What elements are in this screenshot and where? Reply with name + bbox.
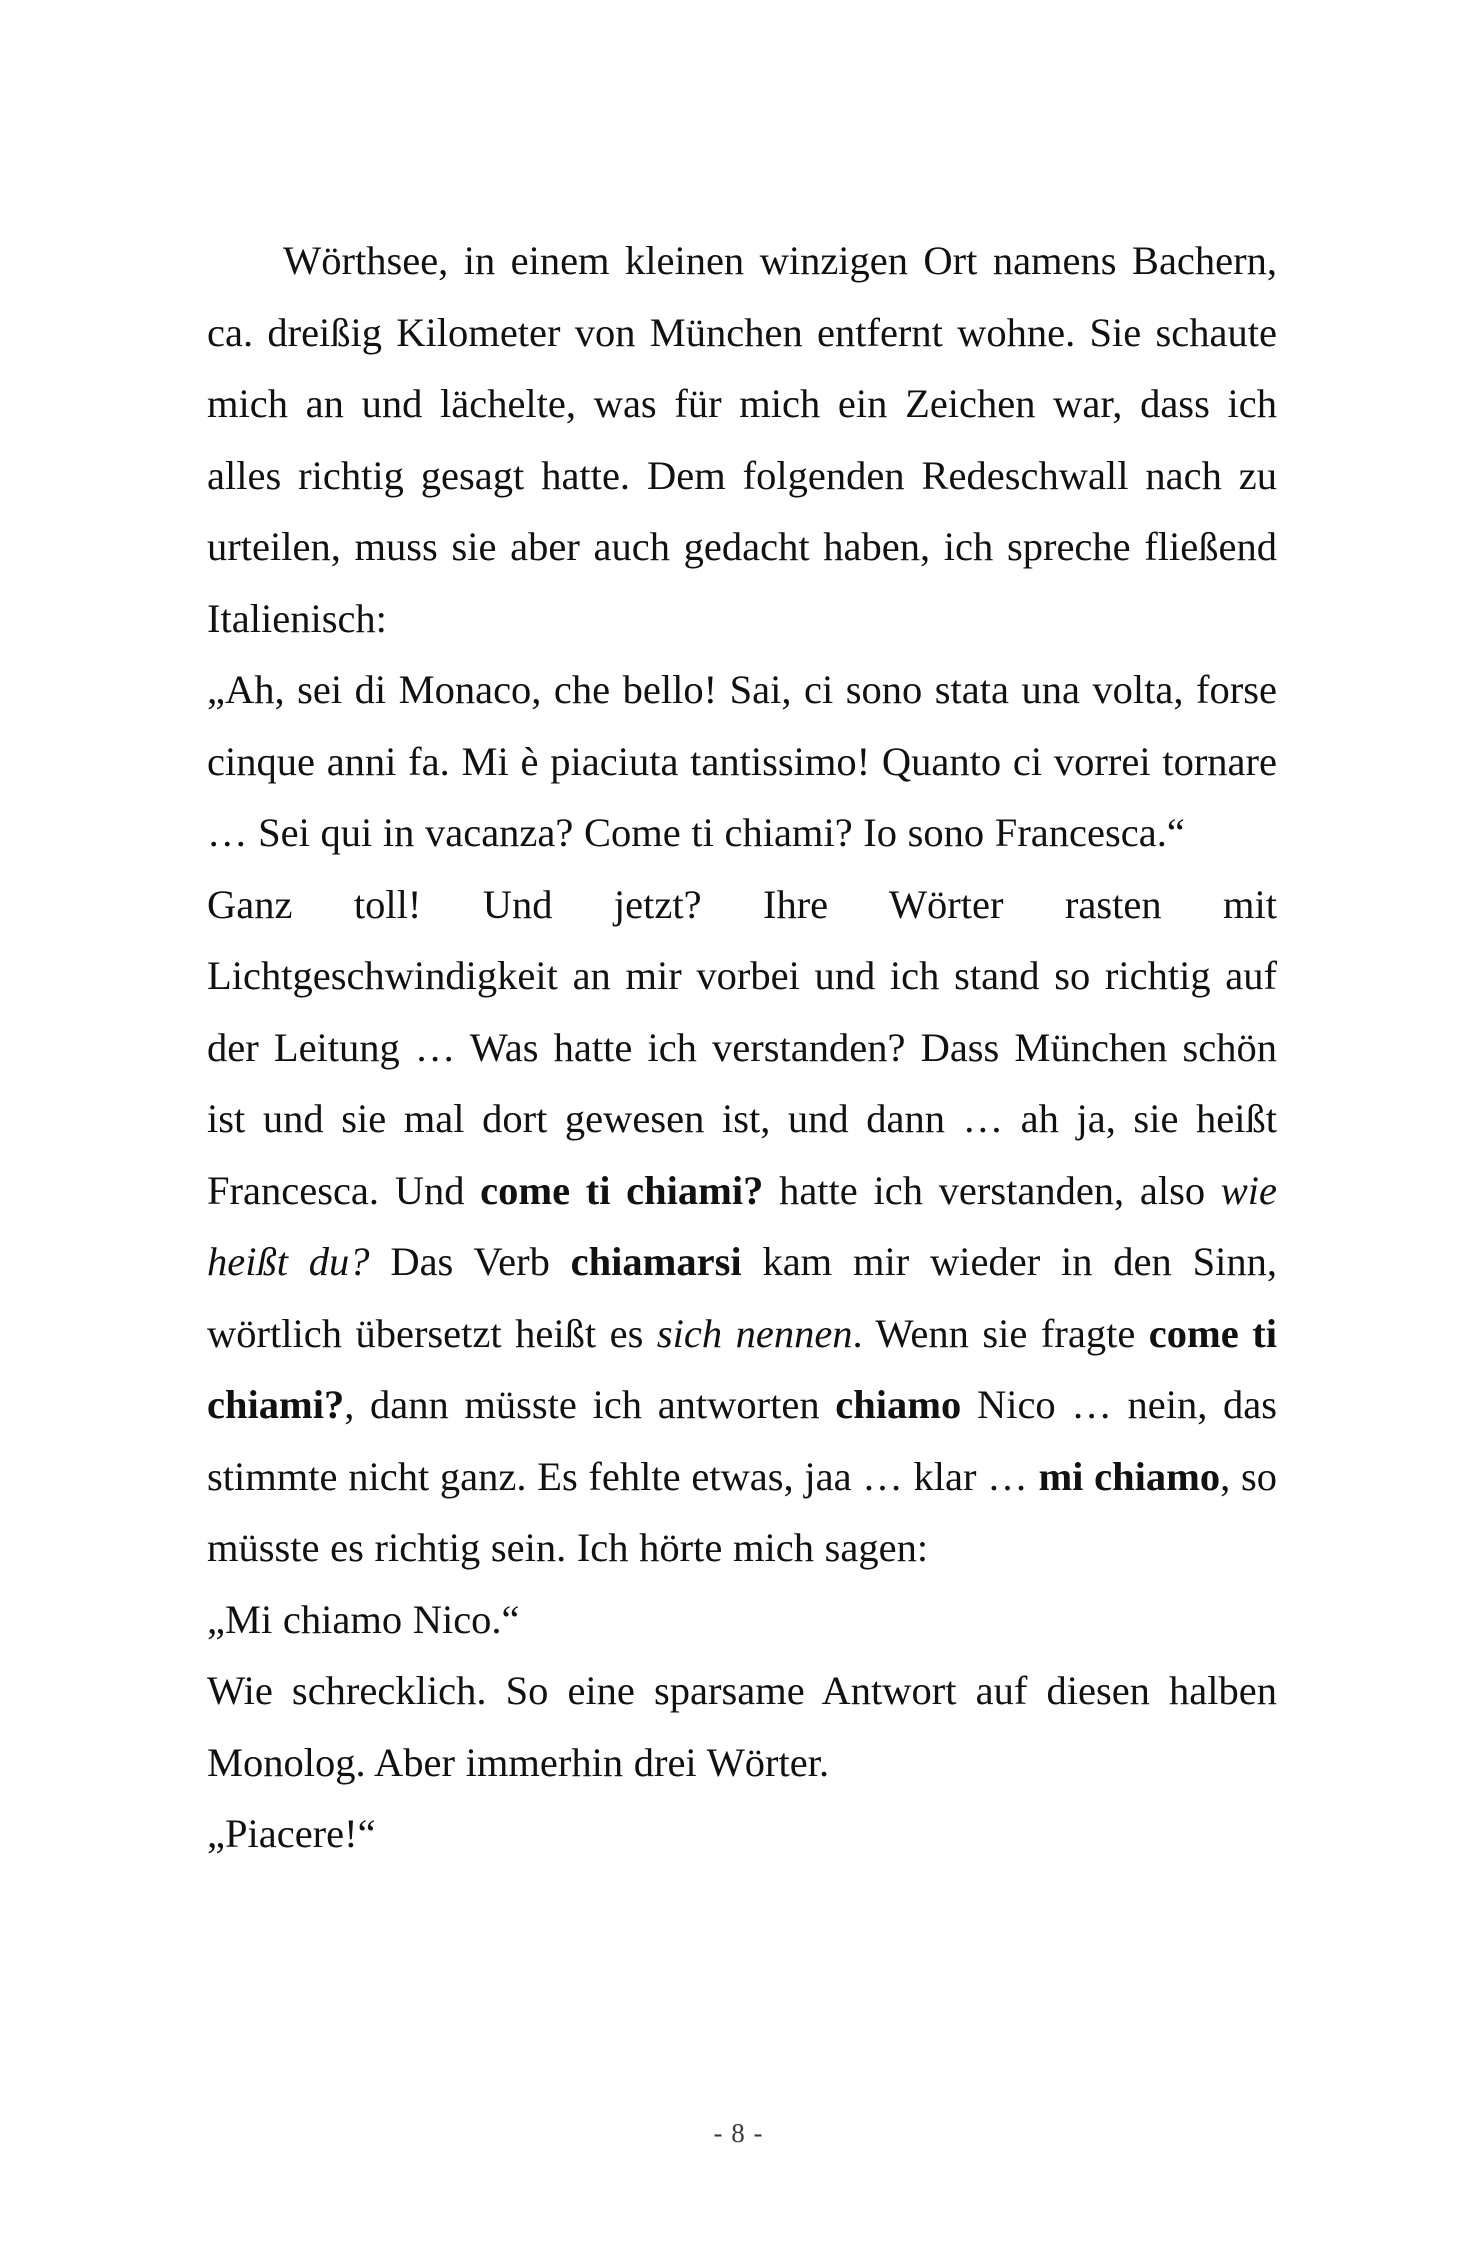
text-run: Das Verb: [369, 1239, 571, 1284]
text-run: , so müsste es richtig sein. Ich hörte mich sagen:: [207, 1453, 1277, 1570]
text-run: Nico … nein, das stimmte nicht ganz. Es fehlte etwas, jaa … klar …: [207, 1382, 1277, 1499]
text-run: „Mi chiamo Nico.“: [207, 1596, 520, 1642]
text-run: . Wenn sie fragte: [852, 1310, 1149, 1356]
italic-gloss: wie heißt du?: [207, 1167, 1277, 1284]
bold-term: chiamarsi: [570, 1239, 742, 1284]
text-run: Ganz toll! Und jetzt? Ihre Wörter rasten mit Lichtgeschwindigkeit an mir vorbei und ich stand so richtig auf der Leitung … Was hatte ich verstanden? Dass München schön ist und sie mal dort gewesen ist, und dann … ah ja, sie heißt Francesca. Und: [207, 881, 1277, 1213]
bold-term: come ti chiami?: [207, 1310, 1277, 1427]
text-run: kam mir wieder in den Sinn, wörtlich übersetzt heißt es: [207, 1239, 1277, 1356]
paragraph: [207, 225, 1277, 1870]
bold-term: chiamo: [835, 1382, 962, 1427]
bold-term: come ti chiami?: [480, 1167, 764, 1213]
text-run: Wörthsee, in einem kleinen winzigen Ort namens Bachern, ca. dreißig Kilometer von München entfernt wohne. Sie schaute mich an und lächelte, was für mich ein Zeichen war, dass ich alles richtig gesagt hatte. Dem folgenden Redeschwall nach zu urteilen, muss sie aber auch gedacht haben, ich spreche fließend Italienisch:: [207, 238, 1277, 641]
paragraph: [207, 225, 1277, 1655]
paragraph: [207, 225, 1277, 869]
text-run: hatte ich verstanden, also: [763, 1167, 1221, 1213]
page-number: - 8 -: [713, 2118, 764, 2148]
paragraph: [207, 225, 1277, 654]
italic-gloss: sich nennen: [656, 1310, 853, 1356]
text-run: „Piacere!“: [207, 1811, 376, 1856]
page-text-body: [207, 225, 1277, 1870]
text-run: Wie schrecklich. So eine sparsame Antwort auf diesen halben Monolog. Aber immerhin drei Wörter.: [207, 1668, 1277, 1785]
text-run: , dann müsste ich antworten: [344, 1382, 836, 1427]
paragraph: [207, 225, 1277, 1798]
bold-term: mi chiamo: [1038, 1453, 1221, 1499]
text-run: „Ah, sei di Monaco, che bello! Sai, ci sono stata una volta, forse cinque anni fa. Mi è piaciuta tantissimo! Quanto ci vorrei tornare … Sei qui in vacanza? Come ti chiami? Io sono Francesca.“: [207, 667, 1277, 855]
paragraph: [207, 225, 1277, 1584]
